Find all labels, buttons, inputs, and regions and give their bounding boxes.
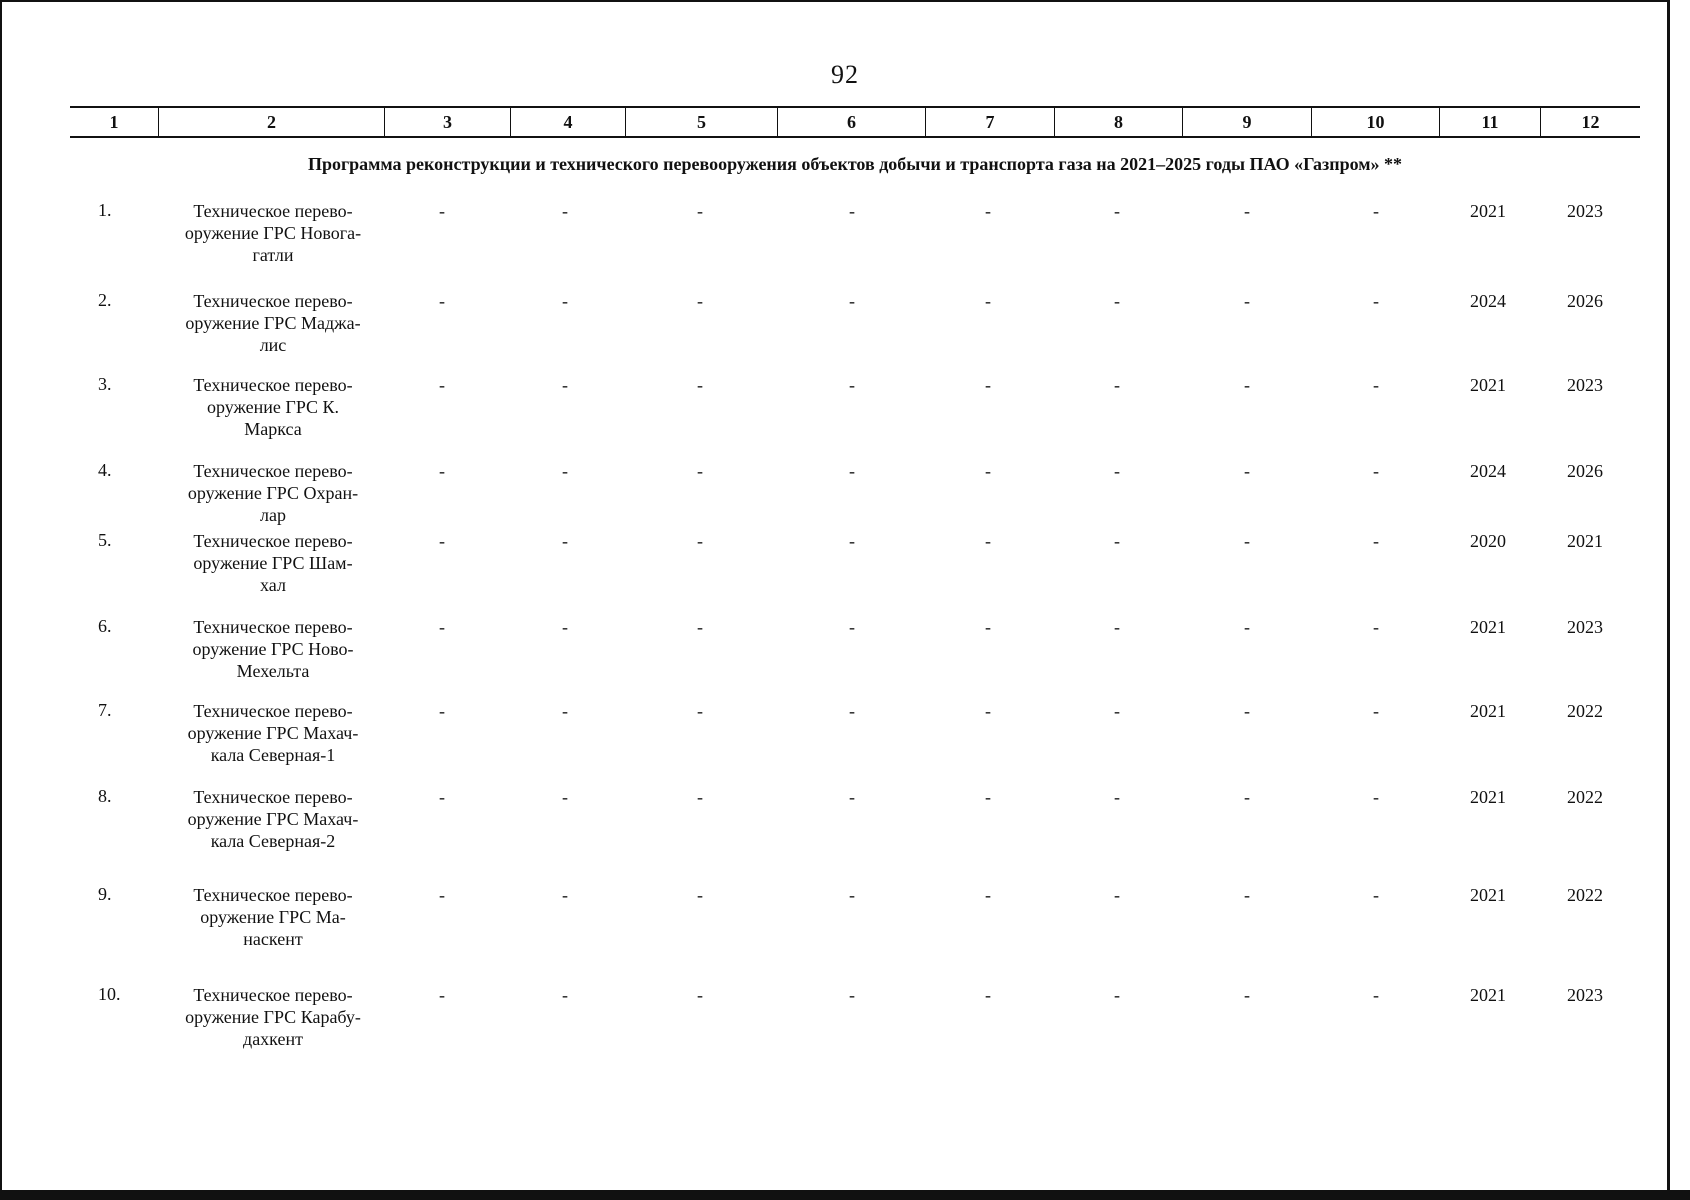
column-8-value: - (1114, 701, 1120, 721)
object-name-line: Техническое перево- (193, 985, 353, 1005)
column-9-value: - (1244, 291, 1250, 311)
row-number: 9. (98, 884, 112, 904)
end-year: 2026 (1567, 461, 1603, 481)
object-name-line: оружение ГРС Шам- (193, 553, 353, 573)
column-8-value: - (1114, 985, 1120, 1005)
column-7-value: - (985, 461, 991, 481)
end-year: 2021 (1567, 531, 1603, 551)
column-header-3: 3 (384, 108, 510, 136)
object-name-line: оружение ГРС Махач- (187, 809, 359, 829)
object-name-line: оружение ГРС Охран- (187, 483, 359, 503)
row-number: 5. (98, 530, 112, 550)
column-header-6: 6 (777, 108, 925, 136)
column-7-value: - (985, 885, 991, 905)
start-year: 2021 (1470, 375, 1506, 395)
column-5-value: - (697, 461, 703, 481)
end-year: 2023 (1567, 375, 1603, 395)
column-header-8: 8 (1054, 108, 1182, 136)
column-3-value: - (439, 787, 445, 807)
object-name-line: Мехельта (236, 661, 310, 681)
column-3-value: - (439, 531, 445, 551)
column-header-9: 9 (1182, 108, 1311, 136)
object-name-line: Техническое перево- (193, 885, 353, 905)
column-6-value: - (849, 291, 855, 311)
object-name-line: оружение ГРС Маджа- (185, 313, 361, 333)
object-name-line: Техническое перево- (193, 531, 353, 551)
column-7-value: - (985, 787, 991, 807)
column-3-value: - (439, 617, 445, 637)
column-3-value: - (439, 375, 445, 395)
column-header-12: 12 (1540, 108, 1640, 136)
row-number: 2. (98, 290, 112, 310)
start-year: 2020 (1470, 531, 1506, 551)
object-name (168, 786, 378, 852)
column-10-value: - (1373, 701, 1379, 721)
row-number: 4. (98, 460, 112, 480)
column-4-value: - (562, 375, 568, 395)
column-4-value: - (562, 617, 568, 637)
column-4-value: - (562, 701, 568, 721)
column-7-value: - (985, 291, 991, 311)
column-3-value: - (439, 985, 445, 1005)
column-10-value: - (1373, 617, 1379, 637)
object-name-line: лис (259, 335, 287, 355)
column-8-value: - (1114, 291, 1120, 311)
row-number: 1. (98, 200, 112, 220)
column-6-value: - (849, 985, 855, 1005)
column-5-value: - (697, 375, 703, 395)
end-year: 2023 (1567, 617, 1603, 637)
column-10-value: - (1373, 201, 1379, 221)
column-9-value: - (1244, 617, 1250, 637)
row-number: 6. (98, 616, 112, 636)
start-year: 2024 (1470, 461, 1506, 481)
column-9-value: - (1244, 885, 1250, 905)
object-name (168, 374, 378, 440)
object-name-line: гатли (252, 245, 294, 265)
column-8-value: - (1114, 201, 1120, 221)
column-6-value: - (849, 201, 855, 221)
column-10-value: - (1373, 885, 1379, 905)
column-header-2: 2 (158, 108, 384, 136)
column-header-10: 10 (1311, 108, 1439, 136)
column-5-value: - (697, 985, 703, 1005)
object-name (168, 200, 378, 266)
column-7-value: - (985, 201, 991, 221)
object-name-line: Техническое перево- (193, 701, 353, 721)
row-number: 8. (98, 786, 112, 806)
object-name (168, 984, 378, 1050)
object-name-line: оружение ГРС Карабу- (185, 1007, 361, 1027)
object-name-line: Техническое перево- (193, 201, 353, 221)
object-name-line: оружение ГРС Новога- (184, 223, 362, 243)
column-4-value: - (562, 291, 568, 311)
column-5-value: - (697, 291, 703, 311)
column-3-value: - (439, 461, 445, 481)
column-10-value: - (1373, 291, 1379, 311)
column-5-value: - (697, 701, 703, 721)
column-10-value: - (1373, 375, 1379, 395)
object-name-line: Техническое перево- (193, 787, 353, 807)
column-6-value: - (849, 885, 855, 905)
column-5-value: - (697, 787, 703, 807)
column-6-value: - (849, 531, 855, 551)
column-4-value: - (562, 885, 568, 905)
start-year: 2021 (1470, 617, 1506, 637)
column-4-value: - (562, 461, 568, 481)
end-year: 2023 (1567, 201, 1603, 221)
column-9-value: - (1244, 375, 1250, 395)
column-9-value: - (1244, 201, 1250, 221)
object-name-line: дахкент (243, 1029, 303, 1049)
end-year: 2022 (1567, 701, 1603, 721)
column-6-value: - (849, 617, 855, 637)
object-name-line: кала Северная-2 (210, 831, 336, 851)
object-name-line: кала Северная-1 (210, 745, 336, 765)
column-4-value: - (562, 787, 568, 807)
scan-bottom-band (0, 1190, 1690, 1200)
column-5-value: - (697, 531, 703, 551)
column-9-value: - (1244, 787, 1250, 807)
end-year: 2022 (1567, 885, 1603, 905)
column-header-5: 5 (625, 108, 777, 136)
scan-margin (1670, 0, 1690, 1200)
column-6-value: - (849, 701, 855, 721)
column-7-value: - (985, 701, 991, 721)
start-year: 2024 (1470, 291, 1506, 311)
object-name-line: Техническое перево- (193, 617, 353, 637)
start-year: 2021 (1470, 787, 1506, 807)
start-year: 2021 (1470, 201, 1506, 221)
object-name-line: оружение ГРС Махач- (187, 723, 359, 743)
column-header-1: 1 (109, 112, 119, 132)
column-9-value: - (1244, 461, 1250, 481)
column-10-value: - (1373, 985, 1379, 1005)
object-name (168, 616, 378, 682)
column-8-value: - (1114, 461, 1120, 481)
end-year: 2022 (1567, 787, 1603, 807)
column-8-value: - (1114, 375, 1120, 395)
column-9-value: - (1244, 701, 1250, 721)
column-3-value: - (439, 291, 445, 311)
column-7-value: - (985, 531, 991, 551)
column-header-11: 11 (1439, 108, 1540, 136)
object-name-line: хал (260, 575, 286, 595)
row-number: 7. (98, 700, 112, 720)
column-7-value: - (985, 375, 991, 395)
column-5-value: - (697, 617, 703, 637)
column-8-value: - (1114, 617, 1120, 637)
column-3-value: - (439, 885, 445, 905)
object-name (168, 530, 378, 596)
column-7-value: - (985, 617, 991, 637)
object-name-line: оружение ГРС Ново- (192, 639, 354, 659)
column-6-value: - (849, 787, 855, 807)
object-name-line: оружение ГРС К. (206, 397, 340, 417)
object-name-line: Техническое перево- (193, 375, 353, 395)
start-year: 2021 (1470, 885, 1506, 905)
object-name (168, 290, 378, 356)
object-name-line: Техническое перево- (193, 461, 353, 481)
column-10-value: - (1373, 787, 1379, 807)
end-year: 2023 (1567, 985, 1603, 1005)
object-name (168, 460, 378, 526)
row-number: 10. (98, 984, 121, 1004)
end-year: 2026 (1567, 291, 1603, 311)
column-number-header (70, 106, 1640, 138)
column-5-value: - (697, 201, 703, 221)
object-name-line: наскент (243, 929, 303, 949)
object-name-line: Техническое перево- (193, 291, 353, 311)
column-9-value: - (1244, 985, 1250, 1005)
object-name-line: оружение ГРС Ма- (200, 907, 346, 927)
row-number: 3. (98, 374, 112, 394)
start-year: 2021 (1470, 701, 1506, 721)
column-10-value: - (1373, 461, 1379, 481)
object-name (168, 700, 378, 766)
column-3-value: - (439, 701, 445, 721)
column-4-value: - (562, 201, 568, 221)
column-header-7: 7 (925, 108, 1054, 136)
column-3-value: - (439, 201, 445, 221)
object-name-line: лар (260, 505, 286, 525)
object-name (168, 884, 378, 950)
column-6-value: - (849, 461, 855, 481)
object-name-line: Маркса (244, 419, 302, 439)
page-number: 92 (831, 60, 859, 89)
column-10-value: - (1373, 531, 1379, 551)
column-4-value: - (562, 531, 568, 551)
column-9-value: - (1244, 531, 1250, 551)
start-year: 2021 (1470, 985, 1506, 1005)
section-title: Программа реконструкции и технического перевооружения объектов добычи и транспорта газа на 2021–2025 годы ПАО «Газпром» ** (307, 154, 1403, 174)
column-6-value: - (849, 375, 855, 395)
column-5-value: - (697, 885, 703, 905)
column-8-value: - (1114, 531, 1120, 551)
column-7-value: - (985, 985, 991, 1005)
column-8-value: - (1114, 787, 1120, 807)
column-header-4: 4 (510, 108, 625, 136)
column-4-value: - (562, 985, 568, 1005)
column-8-value: - (1114, 885, 1120, 905)
